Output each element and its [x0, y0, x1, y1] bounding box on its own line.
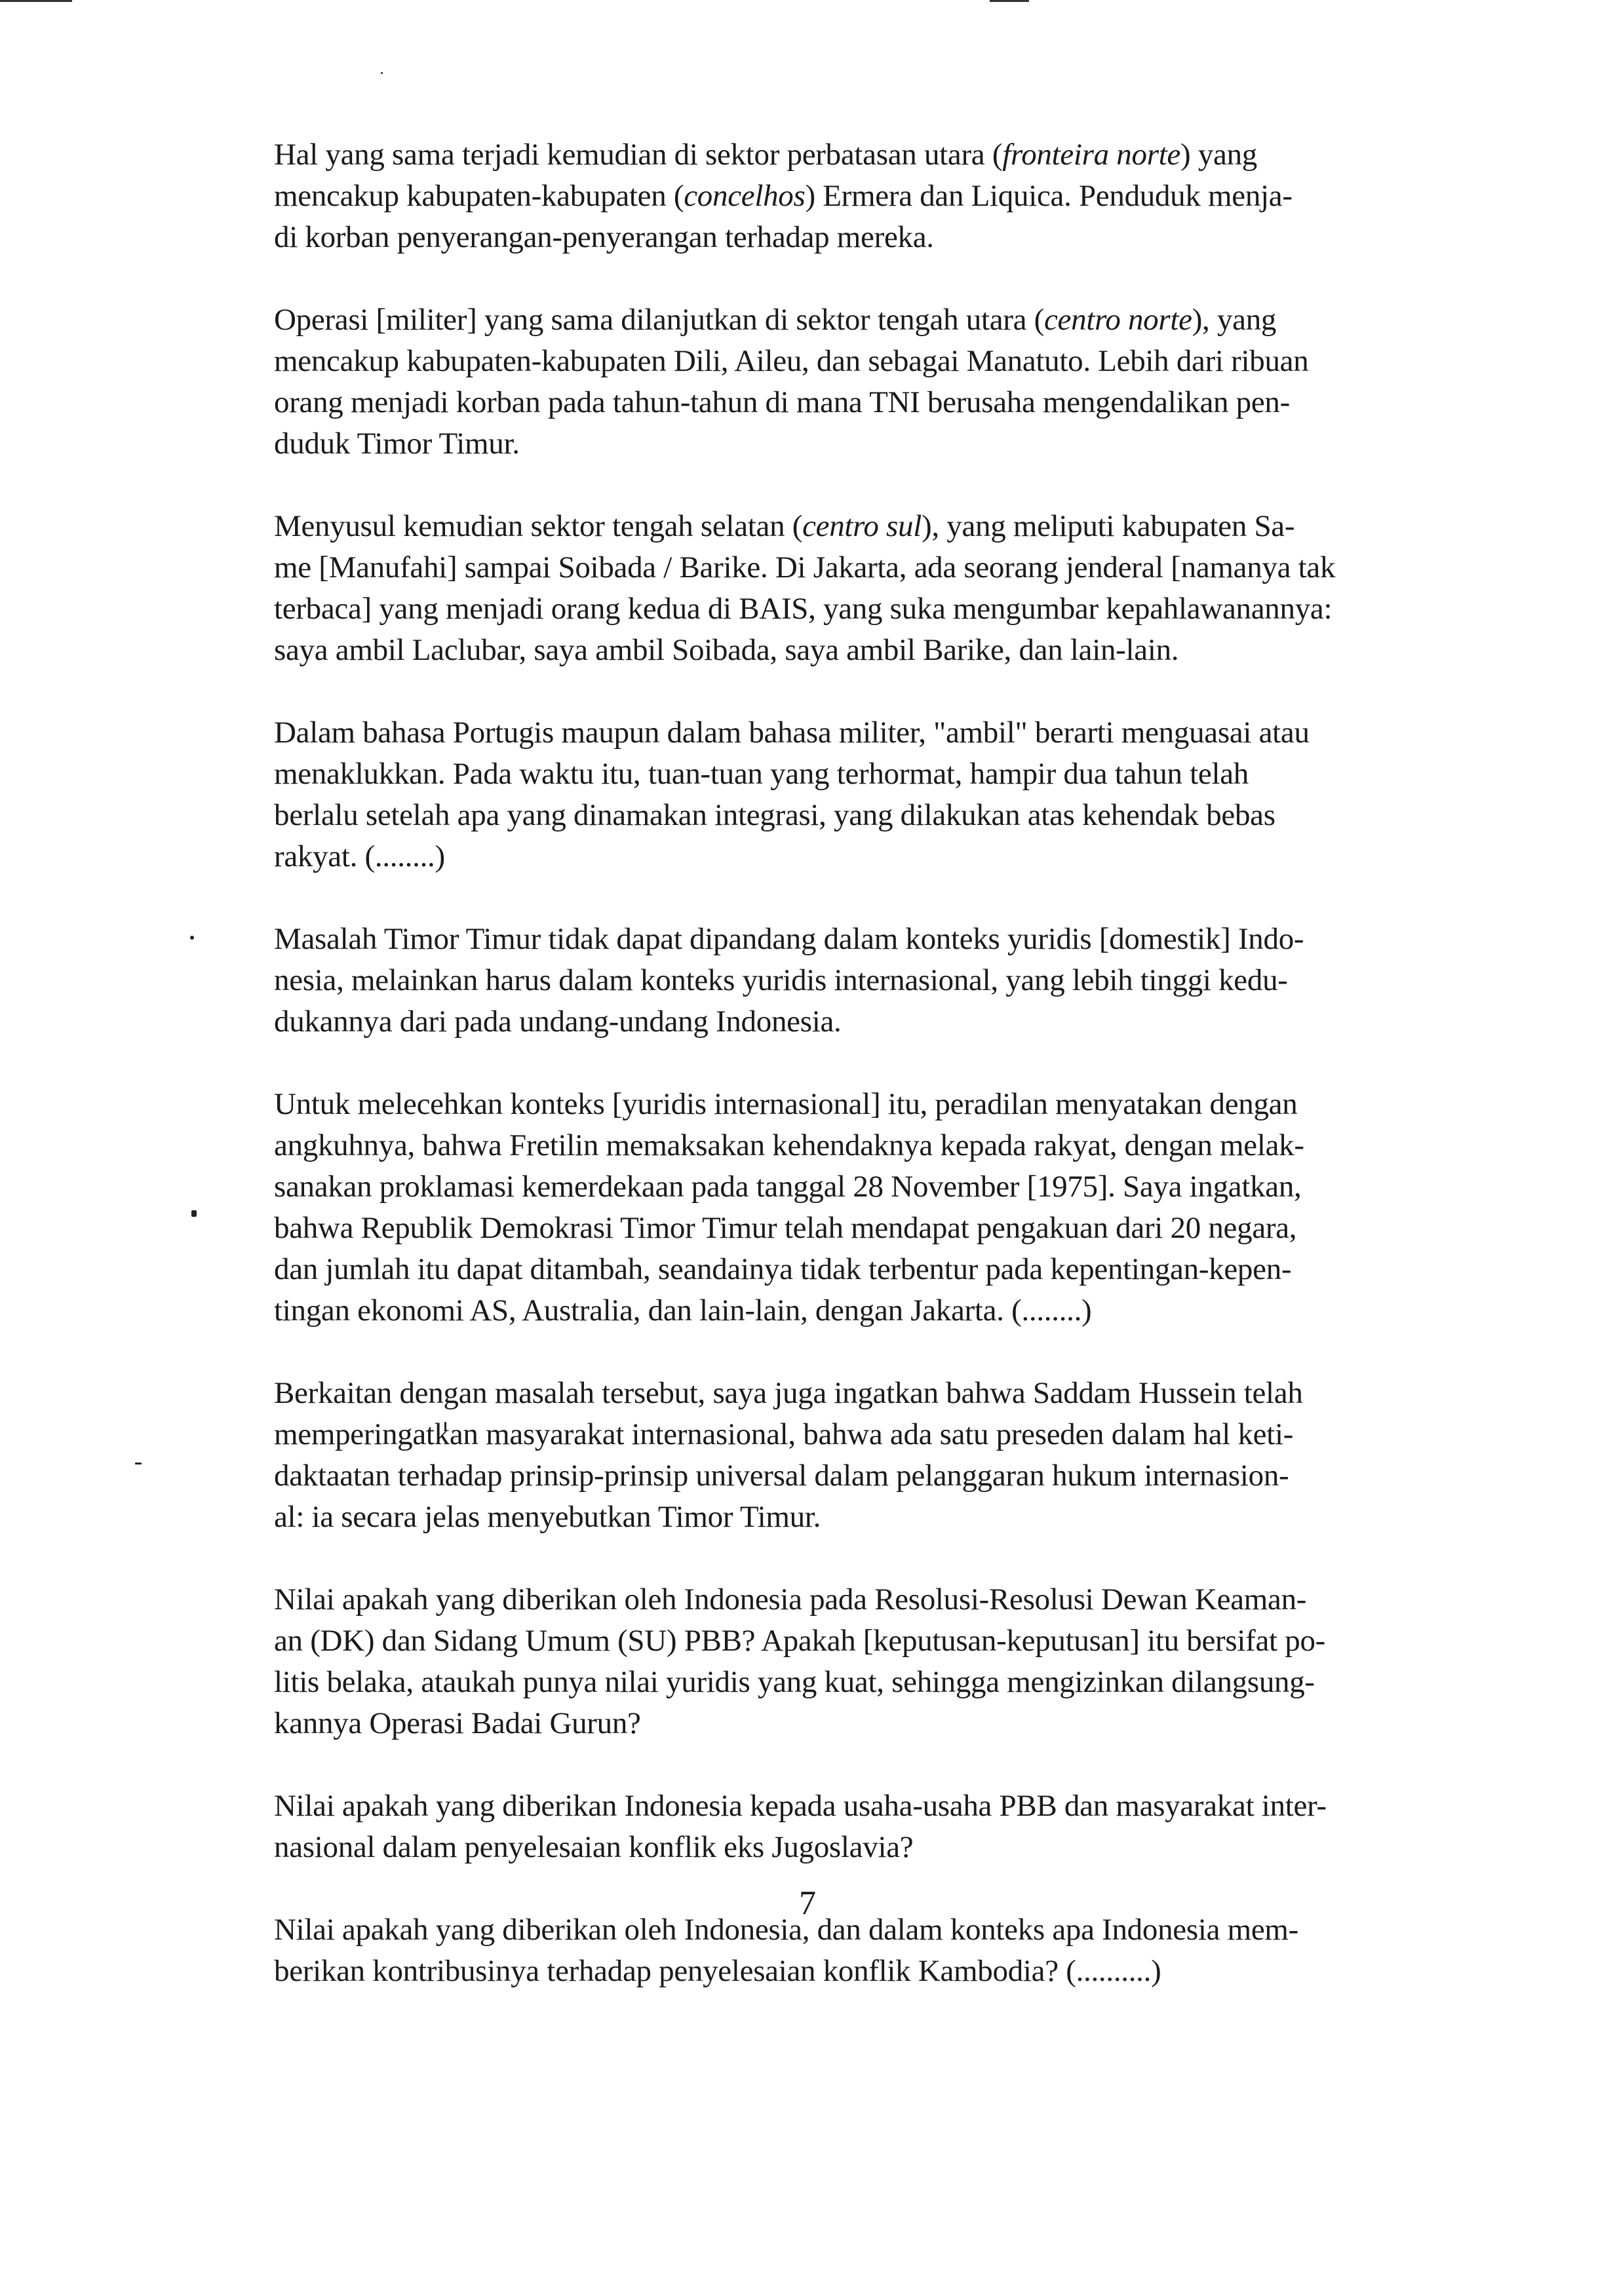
text-line — [274, 919, 1460, 960]
text-run: Operasi [militer] yang sama dilanjutkan di sektor tengah utara ( — [274, 303, 1044, 337]
text-run: orang menjadi korban pada tahun-tahun di mana TNI berusaha mengendalikan pen- — [274, 385, 1290, 419]
text-line — [274, 836, 1460, 877]
text-run: Menyusul kemudian sektor tengah selatan ( — [274, 509, 803, 543]
scan-edge-mark — [990, 0, 1029, 2]
text-run: rakyat. (........) — [274, 839, 445, 873]
scan-speck — [381, 72, 383, 74]
text-run: memperingatkan masyarakat internasional, bahwa ada satu preseden dalam hal keti- — [274, 1417, 1294, 1451]
body-text — [274, 134, 1460, 2033]
paragraph — [274, 506, 1460, 671]
text-run: mencakup kabupaten-kabupaten ( — [274, 179, 684, 213]
text-line — [274, 217, 1460, 258]
paragraph — [274, 1786, 1460, 1868]
scan-speck — [135, 1463, 142, 1464]
paragraph — [274, 1373, 1460, 1538]
text-run: Hal yang sama terjadi kemudian di sektor perbatasan utara ( — [274, 138, 1003, 172]
text-run: saya ambil Laclubar, saya ambil Soibada, saya ambil Barike, dan lain-lain. — [274, 633, 1179, 667]
text-line — [274, 754, 1460, 795]
text-run: berlalu setelah apa yang dinamakan integrasi, yang dilakukan atas kehendak bebas — [274, 798, 1275, 832]
text-run: nesia, melainkan harus dalam konteks yuridis internasional, yang lebih tinggi kedu- — [274, 963, 1288, 997]
text-line — [274, 382, 1460, 423]
text-line — [274, 1166, 1460, 1208]
text-line — [274, 547, 1460, 588]
text-run: duduk Timor Timur. — [274, 427, 520, 461]
text-run: Untuk melecehkan konteks [yuridis internasional] itu, peradilan menyatakan dengan — [274, 1087, 1298, 1121]
text-line — [274, 134, 1460, 176]
paragraph — [274, 919, 1460, 1043]
text-line — [274, 1208, 1460, 1249]
text-line — [274, 341, 1460, 382]
text-line — [274, 1414, 1460, 1455]
text-run: Berkaitan dengan masalah tersebut, saya juga ingatkan bahwa Saddam Hussein telah — [274, 1376, 1303, 1410]
scan-speck — [191, 1210, 197, 1217]
text-run: Nilai apakah yang diberikan oleh Indonesia pada Resolusi-Resolusi Dewan Keaman- — [274, 1582, 1307, 1617]
text-run: Nilai apakah yang diberikan oleh Indonesia, dan dalam konteks apa Indonesia mem- — [274, 1913, 1299, 1947]
text-line — [274, 1579, 1460, 1620]
text-run: litis belaka, ataukah punya nilai yuridis yang kuat, sehingga mengizinkan dilangsung- — [274, 1665, 1315, 1699]
text-run: di korban penyerangan-penyerangan terhadap mereka. — [274, 220, 934, 254]
text-line — [274, 1001, 1460, 1043]
text-line — [274, 1703, 1460, 1744]
text-line — [274, 1249, 1460, 1290]
text-line — [274, 1497, 1460, 1538]
text-line — [274, 1125, 1460, 1166]
text-run: berikan kontribusinya terhadap penyelesaian konflik Kambodia? (..........) — [274, 1954, 1161, 1988]
text-run: me [Manufahi] sampai Soibada / Barike. Di Jakarta, ada seorang jenderal [namanya tak — [274, 550, 1336, 584]
text-run: sanakan proklamasi kemerdekaan pada tanggal 28 November [1975]. Saya ingatkan, — [274, 1170, 1302, 1204]
text-run: Nilai apakah yang diberikan Indonesia kepada usaha-usaha PBB dan masyarakat inter- — [274, 1789, 1327, 1823]
italic-term: centro norte — [1044, 303, 1192, 337]
italic-term: fronteira norte — [1002, 138, 1181, 172]
text-run: an (DK) dan Sidang Umum (SU) PBB? Apakah [keputusan-keputusan] itu bersifat po- — [274, 1624, 1326, 1658]
text-line — [274, 1084, 1460, 1125]
italic-term: centro sul — [802, 509, 922, 543]
text-line — [274, 1455, 1460, 1497]
text-run: menaklukkan. Pada waktu itu, tuan-tuan yang terhormat, hampir dua tahun telah — [274, 757, 1249, 791]
text-run: ), yang — [1192, 303, 1277, 337]
italic-term: concelhos — [684, 179, 806, 213]
text-run: ), yang meliputi kabupaten Sa- — [922, 509, 1295, 543]
text-line — [274, 630, 1460, 671]
text-run: terbaca] yang menjadi orang kedua di BAIS, yang suka mengumbar kepahlawanannya: — [274, 592, 1333, 626]
text-line — [274, 1827, 1460, 1868]
text-run: kannya Operasi Badai Gurun? — [274, 1706, 641, 1740]
text-line — [274, 423, 1460, 465]
text-run: nasional dalam penyelesaian konflik eks Jugoslavia? — [274, 1830, 914, 1864]
text-run: ) yang — [1180, 138, 1257, 172]
paragraph — [274, 1084, 1460, 1331]
text-run: daktaatan terhadap prinsip-prinsip universal dalam pelanggaran hukum internasion- — [274, 1459, 1289, 1493]
text-line — [274, 795, 1460, 836]
text-run: Dalam bahasa Portugis maupun dalam bahasa militer, "ambil" berarti menguasai atau — [274, 716, 1310, 750]
scan-speck — [190, 936, 194, 940]
paragraph — [274, 134, 1460, 258]
scan-edge-mark — [0, 0, 72, 2]
text-run: mencakup kabupaten-kabupaten Dili, Aileu, dan sebagai Manatuto. Lebih dari ribuan — [274, 344, 1309, 378]
text-line — [274, 506, 1460, 547]
paragraph — [274, 1579, 1460, 1744]
text-line — [274, 1786, 1460, 1827]
text-run: dan jumlah itu dapat ditambah, seandainya tidak terbentur pada kepentingan-kepen- — [274, 1252, 1292, 1286]
text-line — [274, 1290, 1460, 1331]
text-run: bahwa Republik Demokrasi Timor Timur telah mendapat pengakuan dari 20 negara, — [274, 1211, 1297, 1245]
page-number: 7 — [799, 1885, 816, 1922]
text-line — [274, 960, 1460, 1001]
text-line — [274, 176, 1460, 217]
text-line — [274, 299, 1460, 341]
text-line — [274, 712, 1460, 754]
text-run: ) Ermera dan Liquica. Penduduk menja- — [805, 179, 1293, 213]
text-line — [274, 588, 1460, 630]
text-line — [274, 1620, 1460, 1662]
text-line — [274, 1662, 1460, 1703]
paragraph — [274, 712, 1460, 877]
text-run: al: ia secara jelas menyebutkan Timor Timur. — [274, 1500, 821, 1534]
text-run: Masalah Timor Timur tidak dapat dipandang dalam konteks yuridis [domestik] Indo- — [274, 922, 1304, 956]
paragraph — [274, 299, 1460, 465]
text-run: angkuhnya, bahwa Fretilin memaksakan kehendaknya kepada rakyat, dengan melak- — [274, 1128, 1304, 1162]
text-line — [274, 1951, 1460, 1992]
text-run: tingan ekonomi AS, Australia, dan lain-lain, dengan Jakarta. (........) — [274, 1293, 1092, 1328]
text-run: dukannya dari pada undang-undang Indonesia. — [274, 1004, 842, 1039]
text-line — [274, 1373, 1460, 1414]
